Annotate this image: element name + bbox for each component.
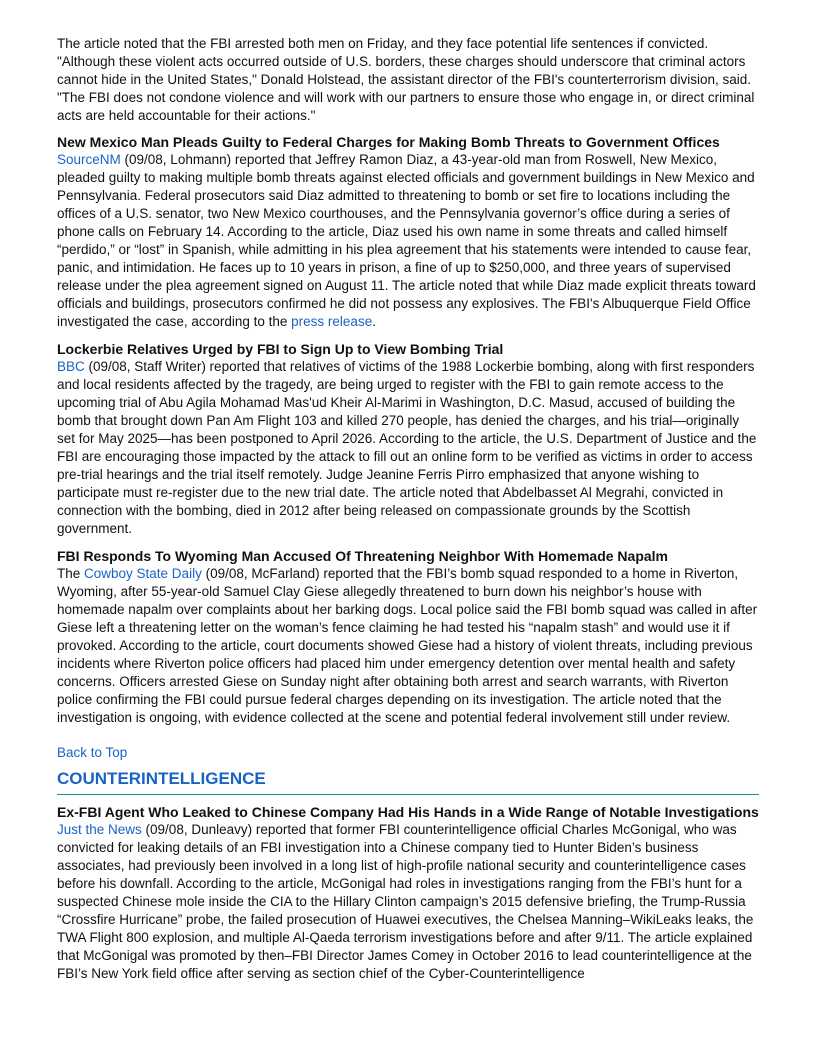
article-headline: New Mexico Man Pleads Guilty to Federal Charges for Making Bomb Threats to Government Offices (57, 134, 720, 150)
article-body (57, 151, 759, 331)
newsletter-page (57, 35, 759, 992)
source-link[interactable]: Cowboy State Daily (84, 566, 202, 581)
article-headline: Lockerbie Relatives Urged by FBI to Sign Up to View Bombing Trial (57, 341, 504, 357)
intro-paragraph: The article noted that the FBI arrested both men on Friday, and they face potential life sentences if convicted. "Although these violent acts occurred outside of U.S. borders, these charges should underscore that criminal actors cannot hide in the United States," Donald Holstead, the assistant director of the FBI's counterterrorism division, said. "The FBI does not condone violence and will work with our partners to ensure those who engage in, or direct criminal acts are held accountable for their actions." (57, 36, 755, 123)
article-wyoming (57, 547, 759, 727)
article-lockerbie (57, 340, 759, 538)
article-mcgonigal (57, 803, 759, 983)
source-link[interactable]: Just the News (57, 822, 142, 837)
source-link[interactable]: BBC (57, 359, 85, 374)
article-text: (09/08, Staff Writer) reported that relatives of victims of the 1988 Lockerbie bombing, along with first responders and local residents affected by the tragedy, are being urged to register with the FBI to gain remote access to the upcoming trial of Abu Agila Mohamad Mas'ud Kheir Al-Marimi in Washington, D.C. Masud, accused of building the bomb that brought down Pan Am Flight 103 and killed 270 people, has denied the charges, and his trial—originally set for May 2025—has been postponed to April 2026. According to the article, the U.S. Department of Justice and the FBI are encouraging those impacted by the attack to fill out an online form to be verified as victims in order to access pre-trial hearings and the trial itself remotely. Judge Jeanine Ferris Pirro emphasized that anyone wishing to participate must re-register due to the new trial date. The article noted that Abdelbasset Al Megrahi, convicted in connection with the bombing, died in 2012 after being released on compassionate grounds by the Scottish government. (57, 359, 757, 536)
article-text: (09/08, Dunleavy) reported that former FBI counterintelligence official Charles McGonigal, who was convicted for leaking details of an FBI investigation into a Chinese company tied to Hunter Biden’s business associates, had previously been involved in a long list of high-profile national security and counterintelligence cases before his downfall. According to the article, McGonigal had roles in investigations ranging from the FBI’s hunt for a suspected Chinese mole inside the CIA to the Hillary Clinton campaign’s 2015 defensive briefing, the Trump-Russia “Crossfire Hurricane” probe, the failed prosecution of Huawei executives, the Chelsea Manning–WikiLeaks leaks, the TWA Flight 800 explosion, and multiple Al-Qaeda terrorism investigations before and after 9/11. The article explained that McGonigal was promoted by then–FBI Director James Comey in October 2016 to lead counterintelligence at the FBI’s New York field office after serving as section chief of the Cyber-Counterintelligence (57, 822, 754, 981)
back-to-top-wrapper (57, 744, 759, 762)
back-to-top-link[interactable]: Back to Top (57, 745, 128, 760)
article-text: (09/08, McFarland) reported that the FBI’s bomb squad responded to a home in Riverton, Wyoming, after 55-year-old Samuel Clay Giese allegedly threatened to burn down his neighbor’s house with homemade napalm over complaints about her barking dogs. Local police said the FBI bomb squad was called in after Giese left a threatening letter on the woman’s fence claiming he had tested his “napalm stash” and would use it if provoked. According to the article, court documents showed Giese had a history of violent threats, including previous incidents where Riverton police officers had placed him under emergency detention over mental health and safety concerns. Officers arrested Giese on Sunday night after obtaining both arrest and search warrants, with Riverton police confirming the FBI could pursue federal charges depending on its investigation. The article noted that the investigation is ongoing, with evidence collected at the scene and potential federal involvement still under review. (57, 566, 758, 725)
article-new-mexico (57, 133, 759, 331)
article-body (57, 565, 759, 727)
article-text-tail: . (372, 314, 376, 329)
section-title-counterintelligence: COUNTERINTELLIGENCE (57, 768, 759, 795)
press-release-link[interactable]: press release (291, 314, 373, 329)
article-text: (09/08, Lohmann) reported that Jeffrey Ramon Diaz, a 43-year-old man from Roswell, New Mexico, pleaded guilty to making multiple bomb threats against elected officials and government buildings in New Mexico and Pennsylvania. Federal prosecutors said Diaz admitted to threatening to bomb or set fire to locations including the offices of a U.S. senator, two New Mexico courthouses, and the Pennsylvania governor’s office during a series of phone calls on February 14. According to the article, Diaz used his own name in some threats and called himself “perdido,” or “lost” in Spanish, while admitting in his plea agreement that his statements were intended to cause fear, panic, and intimidation. He faces up to 10 years in prison, a fine of up to $250,000, and three years of supervised release under the plea agreement signed on August 11. The article noted that while Diaz made explicit threats toward officials and buildings, prosecutors confirmed he did not possess any explosives. The FBI's Albuquerque Field Office investigated the case, according to the (57, 152, 756, 329)
article-headline: Ex-FBI Agent Who Leaked to Chinese Company Had His Hands in a Wide Range of Notable Investigations (57, 804, 759, 820)
article-body (57, 821, 759, 983)
article-prefix: The (57, 566, 85, 581)
source-link[interactable]: SourceNM (57, 152, 121, 167)
article-body (57, 358, 759, 538)
article-headline: FBI Responds To Wyoming Man Accused Of Threatening Neighbor With Homemade Napalm (57, 548, 669, 564)
